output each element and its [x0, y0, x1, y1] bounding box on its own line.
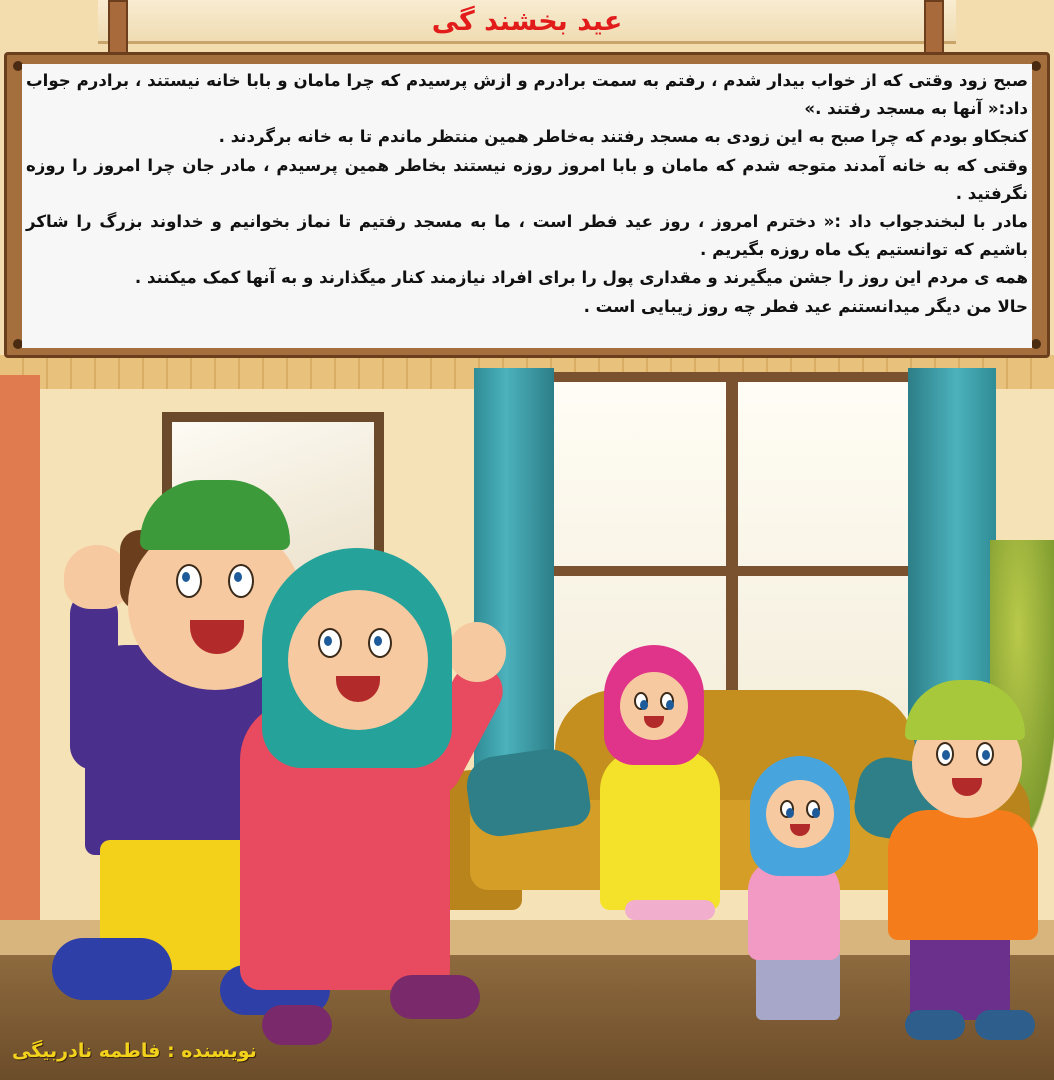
- mouth: [644, 716, 664, 728]
- story-panel: [22, 64, 1032, 348]
- boy-shoe: [975, 1010, 1035, 1040]
- mother-shoe: [262, 1005, 332, 1045]
- eye: [936, 742, 954, 766]
- girl-shoes: [625, 900, 715, 920]
- eye: [660, 692, 674, 710]
- story-text: [22, 64, 1032, 321]
- girl-head: [766, 780, 834, 848]
- eye: [228, 564, 254, 598]
- sofa-pillow-left: [463, 744, 593, 840]
- eye: [634, 692, 648, 710]
- eye: [780, 800, 794, 818]
- mother-head: [288, 590, 428, 730]
- mother-shoe: [390, 975, 480, 1019]
- eye: [368, 628, 392, 658]
- author-credit: نویسنده : فاطمه نادربیگی: [12, 1040, 257, 1062]
- mouth: [190, 620, 244, 654]
- eye: [318, 628, 342, 658]
- father-shoe: [52, 938, 172, 1000]
- story-paragraph: کنجکاو بودم که چرا صبح به این زودی به مسجد رفتند به‌خاطر همین منتظر ماندم تا به خانه برگردند .: [218, 127, 1028, 147]
- mother-waving-hand: [448, 622, 506, 682]
- mouth: [336, 676, 380, 702]
- eye: [976, 742, 994, 766]
- story-paragraph: وقتی که به خانه آمدند متوجه شدم که مامان و بابا امروز روزه نیستند بخاطر همین پرسیدم ، مادر جان چرا امروز را روزه نگرفتید .: [26, 155, 1028, 203]
- girl-skirt: [756, 950, 840, 1020]
- boy-shoe: [905, 1010, 965, 1040]
- page-title: عید بخشند گی: [431, 6, 623, 37]
- nail-icon: [1031, 61, 1041, 71]
- eye: [806, 800, 820, 818]
- boy-orange-shirt: [888, 810, 1038, 940]
- girl-yellow-dress: [600, 750, 720, 910]
- eye: [176, 564, 202, 598]
- nail-icon: [1031, 339, 1041, 349]
- story-paragraph: همه ی مردم این روز را جشن میگیرند و مقداری پول را برای افراد نیازمند کنار میگذارند و به آنها کمک میکنند .: [134, 268, 1028, 288]
- story-paragraph: حالا من دیگر میدانستنم عید فطر چه روز زیبایی است .: [583, 296, 1028, 316]
- orange-pillar: [0, 375, 40, 975]
- boy-pants: [910, 930, 1010, 1020]
- story-paragraph: صبح زود وقتی که از خواب بیدار شدم ، رفتم به سمت برادرم و ازش پرسیدم که چرا مامان و بابا خانه نیستند ، برادرم جواب داد:« آنها به مسجد رفتند .»: [26, 71, 1028, 119]
- girl-head: [620, 672, 688, 740]
- mouth: [952, 778, 982, 796]
- story-paragraph: مادر با لبخندجواب داد :« دخترم امروز ، روز عید فطر است ، ما به مسجد رفتیم تا نماز بخوانیم و خداوند بزرگ را شاکر باشیم که توانستیم یک ماه روزه بگیریم .: [26, 212, 1028, 260]
- mouth: [790, 824, 810, 836]
